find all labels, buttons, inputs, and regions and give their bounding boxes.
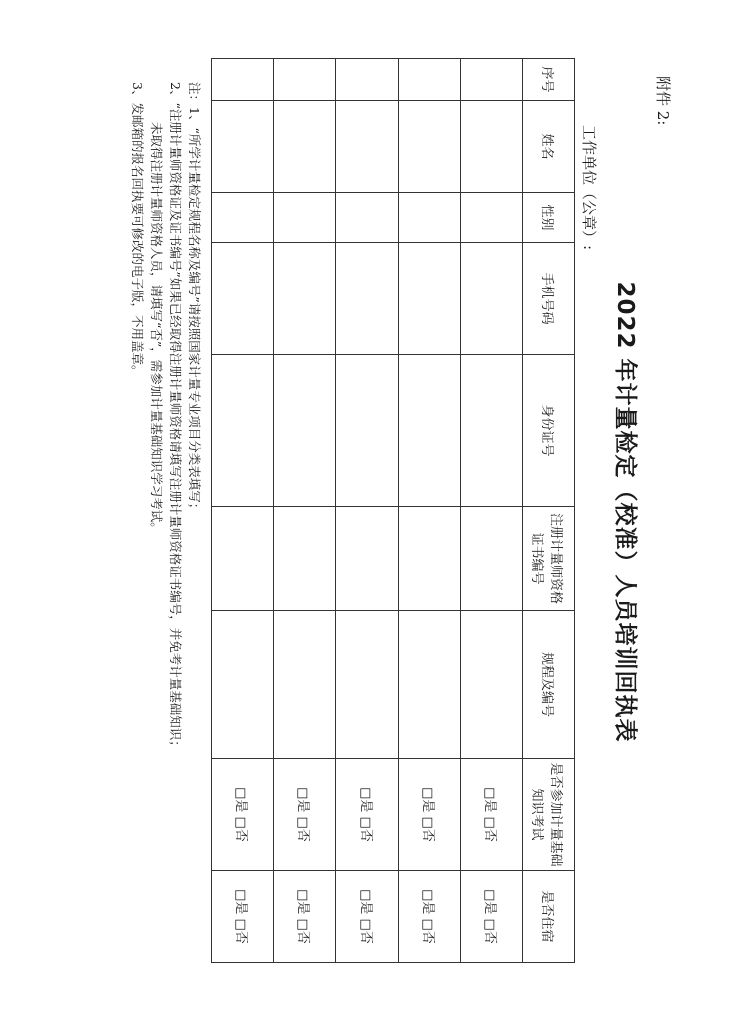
cell-name[interactable] (460, 101, 522, 193)
exam-checkbox-group[interactable]: □是 □否 (274, 759, 336, 871)
lodging-checkbox-group[interactable]: □是 □否 (212, 871, 274, 963)
header-phone: 手机号码 (523, 243, 575, 355)
cell-cert-number[interactable] (274, 507, 336, 611)
cell-phone[interactable] (212, 243, 274, 355)
lodging-checkbox-group[interactable]: □是 □否 (274, 871, 336, 963)
cell-id-number[interactable] (274, 355, 336, 507)
table-row (460, 59, 522, 963)
cell-regulation[interactable] (274, 611, 336, 759)
header-regulation: 规程及编号 (523, 611, 575, 759)
notes-section (128, 82, 204, 753)
lodging-checkbox-group[interactable]: □是 □否 (336, 871, 398, 963)
exam-checkbox-group[interactable]: □是 □否 (212, 759, 274, 871)
header-id-number: 身份证号 (523, 355, 575, 507)
cell-index[interactable] (398, 59, 460, 101)
cell-id-number[interactable] (460, 355, 522, 507)
note-line: 注：1、“所学计量检定规程名称及编号”请按照国家计量专业项目分类表填写； (187, 82, 202, 516)
lodging-checkbox-group[interactable]: □是 □否 (398, 871, 460, 963)
cell-gender[interactable] (460, 193, 522, 243)
cell-gender[interactable] (398, 193, 460, 243)
cell-phone[interactable] (336, 243, 398, 355)
note-line: 3、发邮箱的报名回执要可修改的电子版，不用盖章。 (130, 82, 145, 378)
cell-id-number[interactable] (398, 355, 460, 507)
cell-index[interactable] (460, 59, 522, 101)
table-row (336, 59, 398, 963)
cell-regulation[interactable] (336, 611, 398, 759)
page-title: 2022 年计量检定（校准）人员培训回执表 (612, 281, 638, 743)
table-row (274, 59, 336, 963)
table-header-row (523, 59, 575, 963)
header-lodging: 是否住宿 (523, 871, 575, 963)
exam-checkbox-group[interactable]: □是 □否 (460, 759, 522, 871)
header-gender: 性别 (523, 193, 575, 243)
cell-phone[interactable] (398, 243, 460, 355)
cell-index[interactable] (274, 59, 336, 101)
cell-regulation[interactable] (398, 611, 460, 759)
cell-regulation[interactable] (212, 611, 274, 759)
cell-gender[interactable] (274, 193, 336, 243)
note-line: 未取得注册计量师资格人员，请填写“否”，需参加计量基础知识学习考试。 (149, 122, 164, 535)
work-unit-label: 工作单位（公章）: (580, 125, 598, 251)
cell-cert-number[interactable] (336, 507, 398, 611)
cell-cert-number[interactable] (460, 507, 522, 611)
table-row (212, 59, 274, 963)
cell-index[interactable] (336, 59, 398, 101)
cell-gender[interactable] (212, 193, 274, 243)
exam-checkbox-group[interactable]: □是 □否 (398, 759, 460, 871)
header-name: 姓名 (523, 101, 575, 193)
cell-cert-number[interactable] (398, 507, 460, 611)
receipt-table (211, 58, 575, 963)
table-row (398, 59, 460, 963)
attachment-label: 附件 2: (654, 76, 672, 126)
cell-gender[interactable] (336, 193, 398, 243)
cell-name[interactable] (212, 101, 274, 193)
cell-phone[interactable] (460, 243, 522, 355)
cell-phone[interactable] (274, 243, 336, 355)
cell-id-number[interactable] (212, 355, 274, 507)
header-index: 序号 (523, 59, 575, 101)
cell-id-number[interactable] (336, 355, 398, 507)
cell-name[interactable] (398, 101, 460, 193)
cell-name[interactable] (274, 101, 336, 193)
exam-checkbox-group[interactable]: □是 □否 (336, 759, 398, 871)
cell-index[interactable] (212, 59, 274, 101)
lodging-checkbox-group[interactable]: □是 □否 (460, 871, 522, 963)
cell-name[interactable] (336, 101, 398, 193)
header-exam: 是否参加计量基础知识考试 (523, 759, 575, 871)
cell-regulation[interactable] (460, 611, 522, 759)
cell-cert-number[interactable] (212, 507, 274, 611)
header-cert-number: 注册计量师资格证书编号 (523, 507, 575, 611)
note-line: 2、“注册计量师资格证及证书编号”如果已经取得注册计量师资格请填写注册计量师资格证书编号，并免考计量基础知识； (168, 82, 183, 753)
